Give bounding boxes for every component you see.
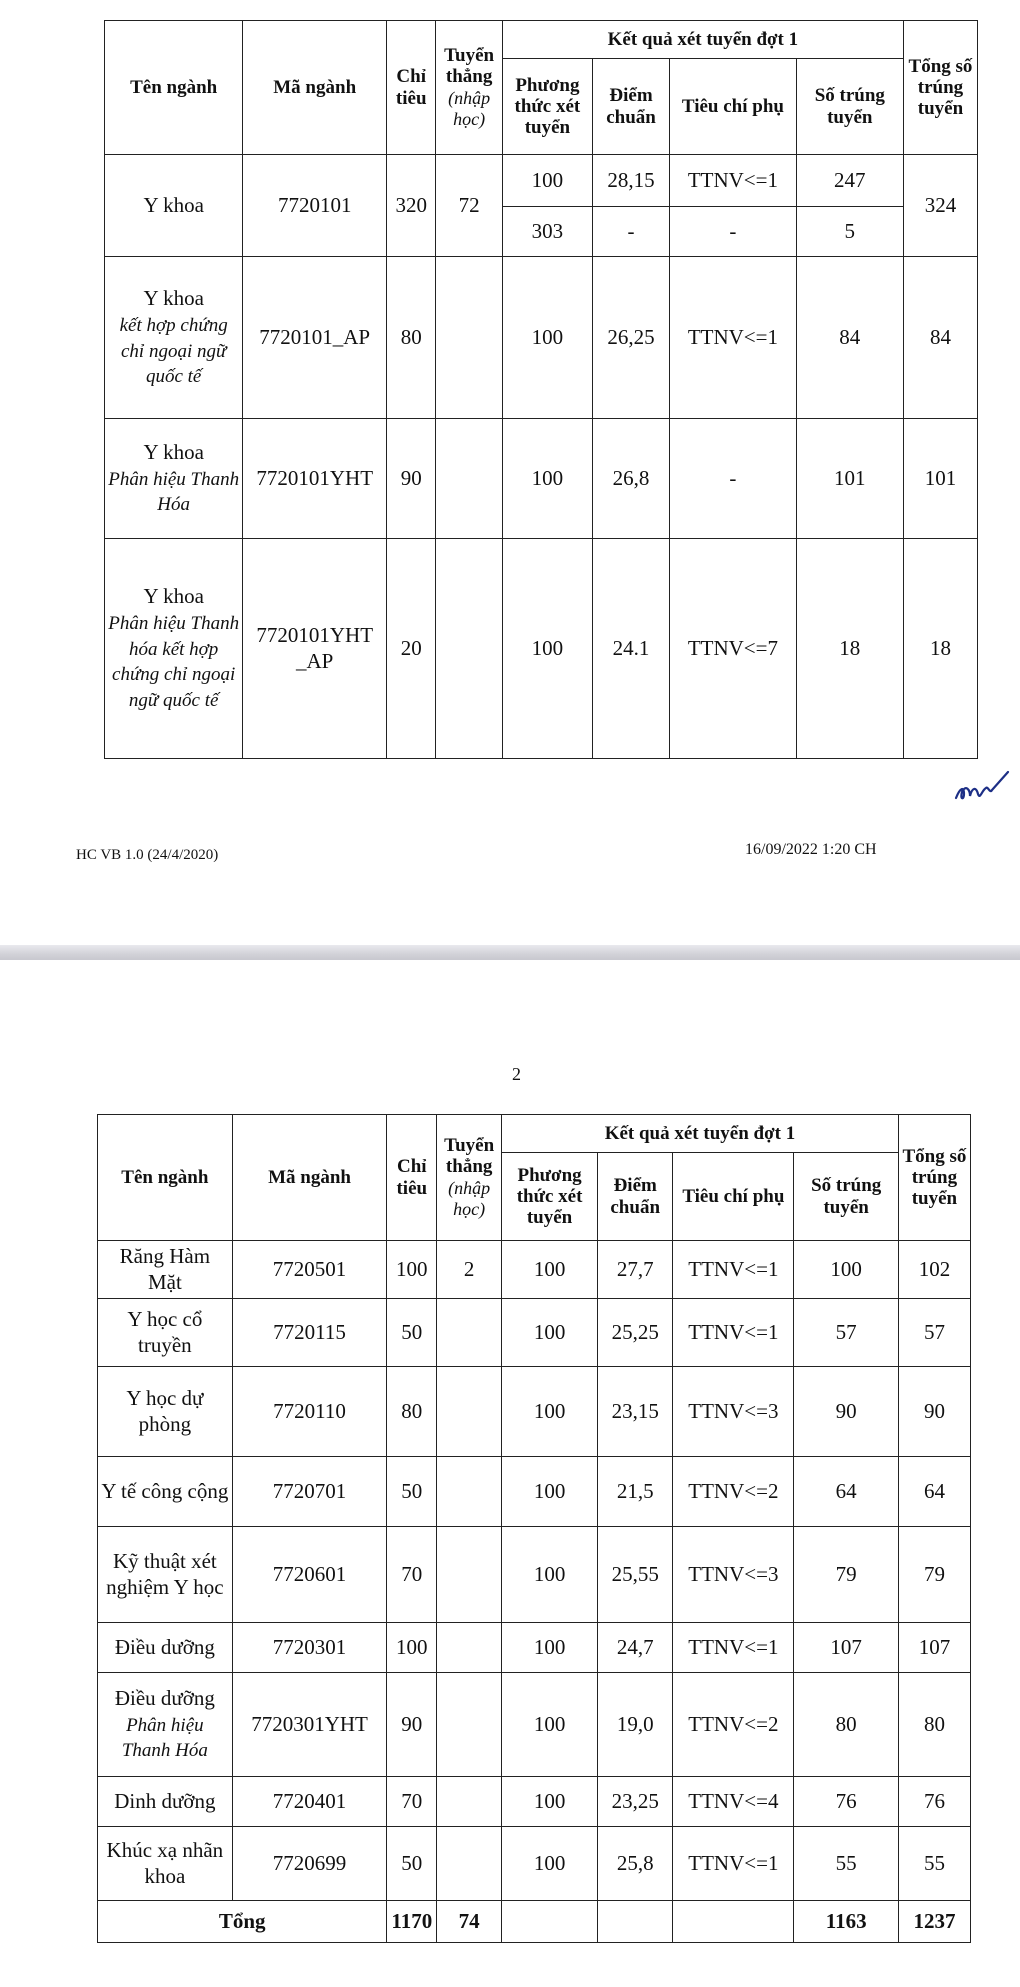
table-row [105, 257, 978, 419]
program-code: 7720101YHT _AP [243, 539, 387, 759]
table-row [98, 1367, 971, 1457]
program-code: 7720101_AP [243, 257, 387, 419]
totals-direct: 74 [437, 1901, 502, 1943]
admission-table-page-2 [97, 1114, 971, 1943]
score-value: 26,25 [592, 257, 669, 419]
admitted-value: 90 [794, 1367, 898, 1457]
table-row [105, 155, 978, 207]
footer-timestamp: 16/09/2022 1:20 CH [745, 841, 877, 858]
method-value: 100 [502, 419, 592, 539]
admitted-value: 84 [796, 257, 903, 419]
header-method: Phương thức xét tuyển [502, 1153, 598, 1241]
criteria-value: TTNV<=1 [673, 1623, 794, 1673]
admitted-value: 80 [794, 1673, 898, 1777]
table-row [98, 1457, 971, 1527]
quota-value: 100 [387, 1241, 437, 1299]
quota-value: 90 [387, 1673, 437, 1777]
total-value: 84 [903, 257, 977, 419]
score-value: 25,55 [598, 1527, 673, 1623]
direct-value [437, 1299, 502, 1367]
table-row [105, 419, 978, 539]
score-value: 23,15 [598, 1367, 673, 1457]
total-value: 107 [898, 1623, 970, 1673]
table-row [98, 1299, 971, 1367]
totals-total: 1237 [898, 1901, 970, 1943]
criteria-value: TTNV<=1 [673, 1241, 794, 1299]
score-value: 24.1 [592, 539, 669, 759]
total-value: 18 [903, 539, 977, 759]
method-value: 100 [502, 1777, 598, 1827]
table-row [98, 1527, 971, 1623]
direct-value [436, 419, 502, 539]
direct-value [437, 1457, 502, 1527]
direct-value: 72 [436, 155, 502, 257]
header-result-group: Kết quả xét tuyển đợt 1 [502, 21, 903, 59]
score-value: 24,7 [598, 1623, 673, 1673]
admitted-value: 107 [794, 1623, 898, 1673]
totals-empty-score [598, 1901, 673, 1943]
program-code: 7720110 [232, 1367, 387, 1457]
total-value: 90 [898, 1367, 970, 1457]
header-name: Tên ngành [98, 1115, 233, 1241]
method-value: 100 [502, 539, 592, 759]
quota-value: 100 [387, 1623, 437, 1673]
admitted-value: 5 [796, 207, 903, 257]
total-value: 76 [898, 1777, 970, 1827]
direct-value [437, 1777, 502, 1827]
document-page-1 [0, 0, 1020, 945]
program-name [105, 419, 243, 539]
criteria-value: - [670, 419, 797, 539]
score-value: 25,8 [598, 1827, 673, 1901]
quota-value: 50 [387, 1827, 437, 1901]
criteria-value: TTNV<=1 [670, 257, 797, 419]
signature-mark [952, 760, 1012, 810]
header-total: Tổng số trúng tuyển [898, 1115, 970, 1241]
header-code: Mã ngành [243, 21, 387, 155]
header-code: Mã ngành [232, 1115, 387, 1241]
total-value: 79 [898, 1527, 970, 1623]
header-score: Điểm chuẩn [592, 59, 669, 155]
admitted-value: 55 [794, 1827, 898, 1901]
criteria-value: TTNV<=1 [673, 1827, 794, 1901]
direct-value [437, 1623, 502, 1673]
program-code: 7720301 [232, 1623, 387, 1673]
header-direct-note: (nhập học) [448, 1177, 491, 1219]
score-value: 19,0 [598, 1673, 673, 1777]
method-value: 100 [502, 155, 592, 207]
direct-value [437, 1367, 502, 1457]
program-code: 7720115 [232, 1299, 387, 1367]
quota-value: 320 [387, 155, 436, 257]
method-value: 100 [502, 1527, 598, 1623]
admitted-value: 76 [794, 1777, 898, 1827]
program-code: 7720601 [232, 1527, 387, 1623]
page-separator [0, 945, 1020, 960]
criteria-value: TTNV<=4 [673, 1777, 794, 1827]
criteria-value: TTNV<=1 [673, 1299, 794, 1367]
totals-row [98, 1901, 971, 1943]
criteria-value: TTNV<=2 [673, 1673, 794, 1777]
header-direct-label: Tuyển thẳng [444, 44, 495, 88]
quota-value: 80 [387, 1367, 437, 1457]
admitted-value: 18 [796, 539, 903, 759]
total-value: 102 [898, 1241, 970, 1299]
score-value: 27,7 [598, 1241, 673, 1299]
header-admitted: Số trúng tuyển [796, 59, 903, 155]
program-name: Răng Hàm Mặt [98, 1241, 233, 1299]
program-name [98, 1673, 233, 1777]
table-row [98, 1241, 971, 1299]
header-quota: Chỉ tiêu [387, 1115, 437, 1241]
table-row [98, 1777, 971, 1827]
total-value: 80 [898, 1673, 970, 1777]
criteria-value: TTNV<=1 [670, 155, 797, 207]
quota-value: 20 [387, 539, 436, 759]
page-number: 2 [512, 1064, 521, 1084]
header-result-group: Kết quả xét tuyển đợt 1 [502, 1115, 899, 1153]
quota-value: 50 [387, 1299, 437, 1367]
program-code: 7720101YHT [243, 419, 387, 539]
program-name: Y tế công cộng [98, 1457, 233, 1527]
header-method: Phương thức xét tuyển [502, 59, 592, 155]
method-value: 100 [502, 257, 592, 419]
program-name-main: Điều dưỡng [114, 1686, 215, 1711]
total-value: 55 [898, 1827, 970, 1901]
table-row [105, 539, 978, 759]
header-admitted: Số trúng tuyển [794, 1153, 898, 1241]
program-name-sub: kết hợp chứng chỉ ngoại ngữ quốc tế [119, 314, 228, 388]
method-value: 100 [502, 1299, 598, 1367]
header-quota: Chỉ tiêu [387, 21, 436, 155]
table-row [98, 1673, 971, 1777]
program-name-sub: Phân hiệu Thanh Hóa [108, 468, 240, 516]
program-name-sub: Phân hiệu Thanh hóa kết hợp chứng chỉ ngoại ngữ quốc tế [108, 613, 240, 711]
direct-value: 2 [437, 1241, 502, 1299]
score-value: 25,25 [598, 1299, 673, 1367]
header-total: Tổng số trúng tuyển [903, 21, 977, 155]
header-score: Điểm chuẩn [598, 1153, 673, 1241]
method-value: 100 [502, 1367, 598, 1457]
admitted-value: 247 [796, 155, 903, 207]
program-name-main: Y khoa [143, 440, 204, 465]
program-name: Dinh dưỡng [98, 1777, 233, 1827]
totals-empty-criteria [673, 1901, 794, 1943]
header-criteria: Tiêu chí phụ [673, 1153, 794, 1241]
program-name: Kỹ thuật xét nghiệm Y học [98, 1527, 233, 1623]
quota-value: 90 [387, 419, 436, 539]
direct-value [437, 1527, 502, 1623]
program-code: 7720699 [232, 1827, 387, 1901]
quota-value: 50 [387, 1457, 437, 1527]
totals-label: Tổng [98, 1901, 387, 1943]
quota-value: 80 [387, 257, 436, 419]
admitted-value: 57 [794, 1299, 898, 1367]
program-code: 7720401 [232, 1777, 387, 1827]
admitted-value: 79 [794, 1527, 898, 1623]
score-value: 21,5 [598, 1457, 673, 1527]
score-value: 28,15 [592, 155, 669, 207]
total-value: 64 [898, 1457, 970, 1527]
direct-value [437, 1827, 502, 1901]
criteria-value: TTNV<=7 [670, 539, 797, 759]
quota-value: 70 [387, 1777, 437, 1827]
program-name: Y khoa [105, 155, 243, 257]
program-name: Khúc xạ nhãn khoa [98, 1827, 233, 1901]
header-criteria: Tiêu chí phụ [670, 59, 797, 155]
program-code: 7720101 [243, 155, 387, 257]
header-direct-note: (nhập học) [448, 87, 491, 129]
criteria-value: TTNV<=3 [673, 1527, 794, 1623]
program-code: 7720301YHT [232, 1673, 387, 1777]
footer-doc-version: HC VB 1.0 (24/4/2020) [76, 847, 219, 863]
program-name: Y học dự phòng [98, 1367, 233, 1457]
direct-value [436, 539, 502, 759]
totals-quota: 1170 [387, 1901, 437, 1943]
score-value: 23,25 [598, 1777, 673, 1827]
totals-admitted: 1163 [794, 1901, 898, 1943]
program-name-main: Y khoa [143, 584, 204, 609]
program-name-sub: Phân hiệu Thanh Hóa [121, 1714, 208, 1762]
score-value: 26,8 [592, 419, 669, 539]
method-value: 100 [502, 1673, 598, 1777]
program-code: 7720501 [232, 1241, 387, 1299]
admitted-value: 64 [794, 1457, 898, 1527]
program-name-main: Y khoa [143, 286, 204, 311]
program-name [105, 539, 243, 759]
criteria-value: TTNV<=3 [673, 1367, 794, 1457]
table-row [98, 1827, 971, 1901]
program-code: 7720701 [232, 1457, 387, 1527]
admission-table-page-1 [104, 20, 978, 759]
total-value: 57 [898, 1299, 970, 1367]
method-value: 100 [502, 1241, 598, 1299]
direct-value [436, 257, 502, 419]
score-value: - [592, 207, 669, 257]
quota-value: 70 [387, 1527, 437, 1623]
program-name [105, 257, 243, 419]
header-direct [437, 1115, 502, 1241]
totals-empty-method [502, 1901, 598, 1943]
program-name: Điều dưỡng [98, 1623, 233, 1673]
method-value: 303 [502, 207, 592, 257]
admitted-value: 100 [794, 1241, 898, 1299]
total-value: 324 [903, 155, 977, 257]
direct-value [437, 1673, 502, 1777]
admitted-value: 101 [796, 419, 903, 539]
header-direct [436, 21, 502, 155]
total-value: 101 [903, 419, 977, 539]
method-value: 100 [502, 1457, 598, 1527]
table-row [98, 1623, 971, 1673]
header-name: Tên ngành [105, 21, 243, 155]
criteria-value: - [670, 207, 797, 257]
method-value: 100 [502, 1623, 598, 1673]
criteria-value: TTNV<=2 [673, 1457, 794, 1527]
header-direct-label: Tuyển thẳng [444, 1134, 495, 1178]
program-name: Y học cổ truyền [98, 1299, 233, 1367]
method-value: 100 [502, 1827, 598, 1901]
